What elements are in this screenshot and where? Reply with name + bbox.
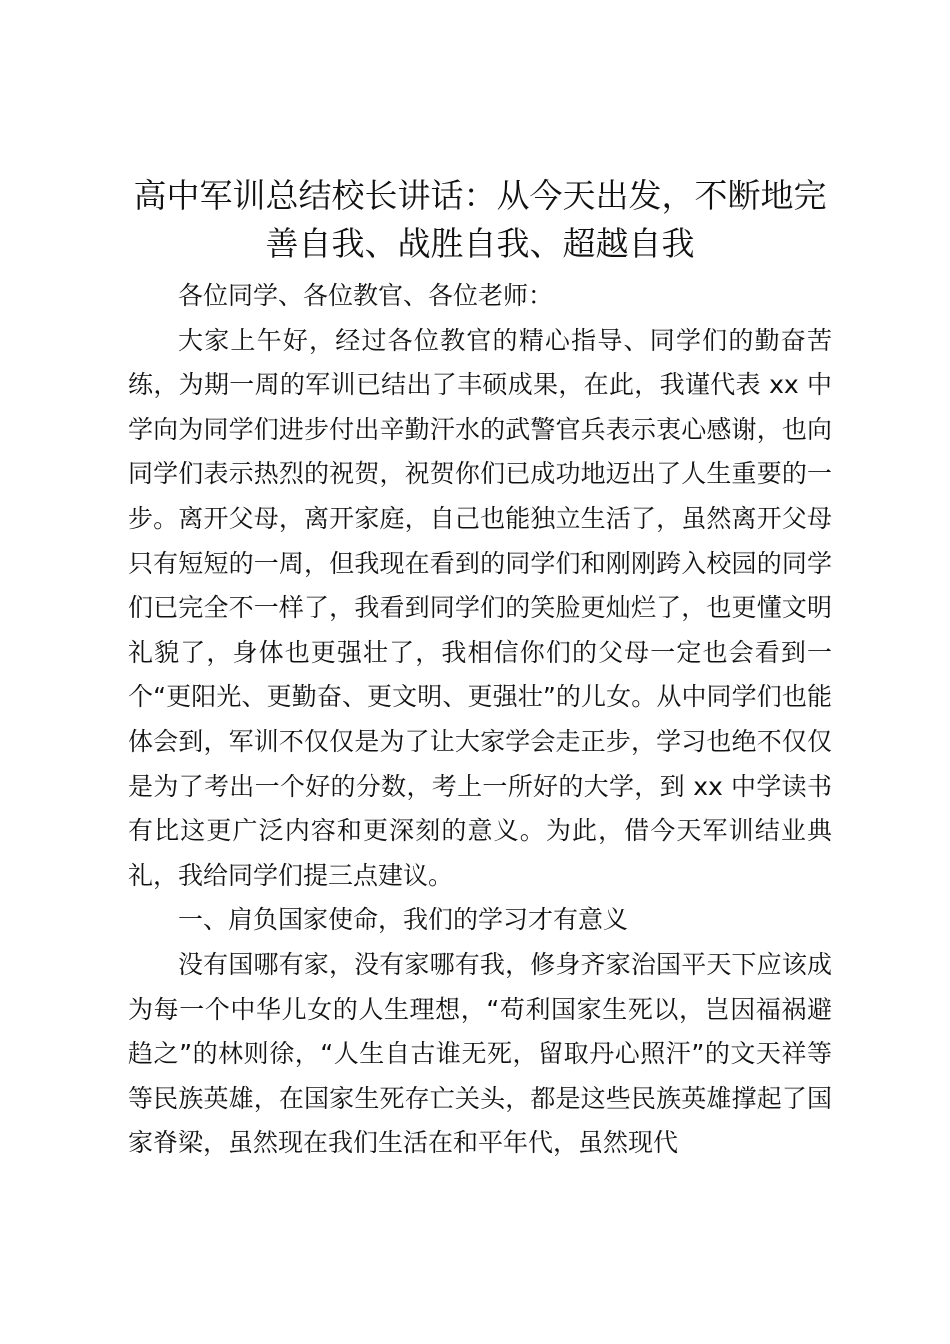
salutation: 各位同学、各位教官、各位老师： — [178, 281, 554, 310]
body-paragraph-2: 没有国哪有家，没有家哪有我，修身齐家治国平天下应该成为每一个中华儿女的人生理想，“苟利国家生死以，岂因福祸避趋之”的林则徐，“人生自古谁无死，留取丹心照汗”的文天祥等等民族英雄，在国家生死存亡关头，都是这些民族英雄撑起了国家脊梁，虽然现在我们生活在和平年代，虽然现代 — [128, 949, 832, 1158]
body-paragraph-1: 大家上午好，经过各位教官的精心指导、同学们的勤奋苦练，为期一周的军训已结出了丰硕成果，在此，我谨代表 xx 中学向为同学们进步付出辛勤汗水的武警官兵表示衷心感谢，也向同学们表示热烈的祝贺，祝贺你们已成功地迈出了人生重要的一步。离开父母，离开家庭，自己也能独立生活了，虽然离开父母只有短短的一周，但我现在看到的同学们和刚刚跨入校园的同学们已完全不一样了，我看到同学们的笑脸更灿烂了，也更懂文明礼貌了，身体也更强壮了，我相信你们的父母一定也会看到一个“更阳光、更勤奋、更文明、更强壮”的儿女。从中同学们也能体会到，军训不仅仅是为了让大家学会走正步，学习也绝不仅仅是为了考出一个好的分数，考上一所好的大学，到 xx 中学读书有比这更广泛内容和更深刻的意义。为此，借今天军训结业典礼，我给同学们提三点建议。 — [128, 325, 832, 890]
document-page — [128, 172, 832, 1166]
document-title: 高中军训总结校长讲话：从今天出发，不断地完善自我、战胜自我、超越自我 — [133, 176, 827, 263]
section-heading-1: 一、肩负国家使命，我们的学习才有意义 — [178, 905, 629, 935]
